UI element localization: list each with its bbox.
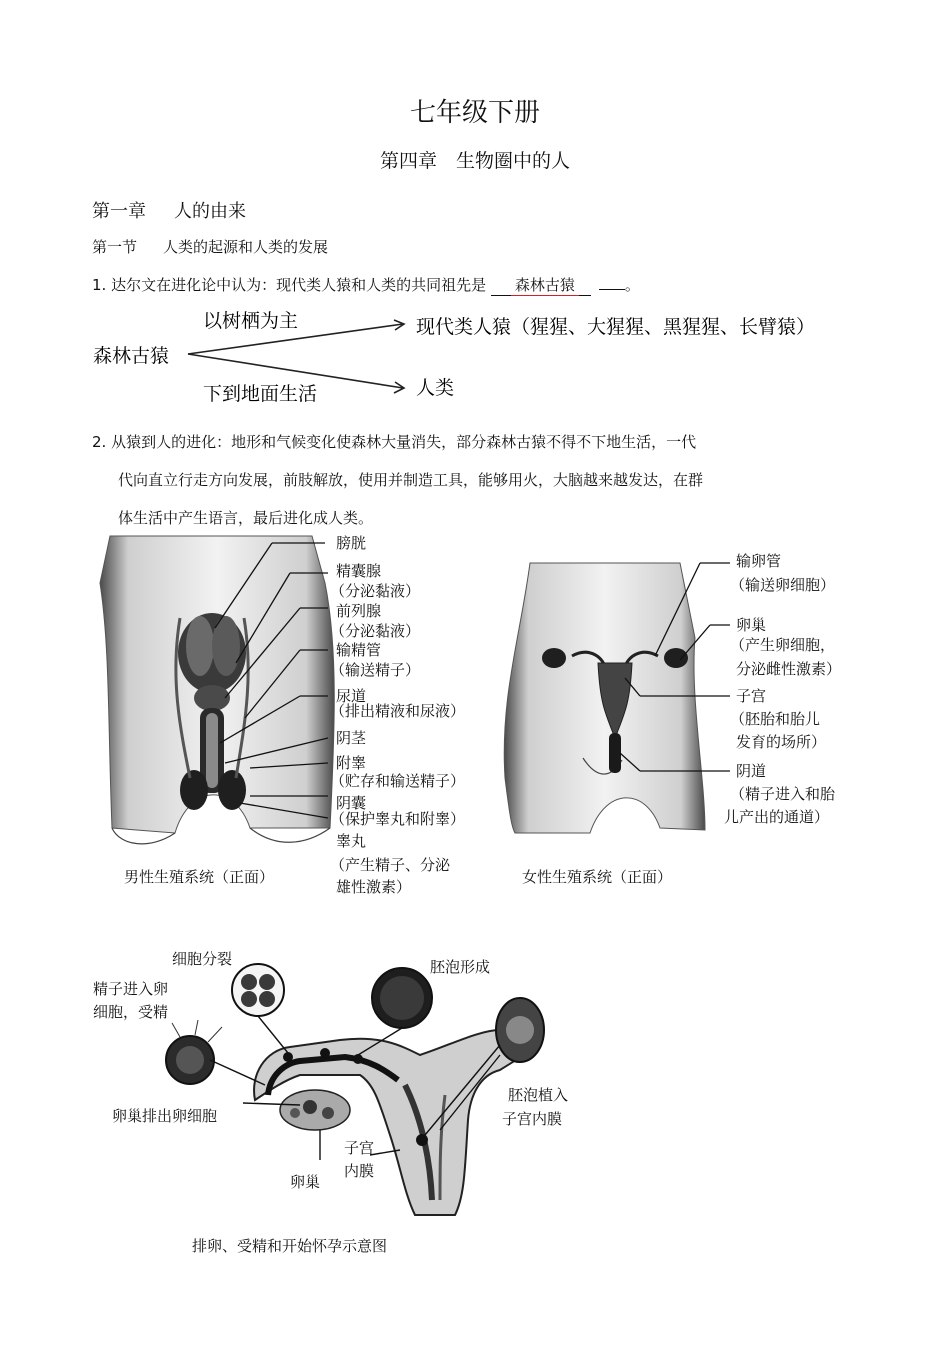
cell-division-magnified — [232, 964, 284, 1016]
tree-lower-branch-label: 下到地面生活 — [203, 383, 318, 405]
label-blastocyst: 胚泡形成 — [430, 958, 491, 976]
evolution-tree-diagram — [0, 300, 950, 415]
label-fertilization-1: 精子进入卵 — [93, 980, 169, 998]
ovulation-figure-caption: 排卵、受精和开始怀孕示意图 — [192, 1237, 388, 1255]
question-1-text: 1. 达尔文在进化论中认为：现代类人猿和人类的共同祖先是 — [92, 276, 487, 294]
label-vagina-desc-1: （精子进入和胎 — [730, 785, 836, 803]
label-testis-desc-1: （产生精子、分泌 — [330, 856, 451, 874]
label-vas-deferens: 输精管 — [336, 641, 382, 659]
answer-blank-tail — [599, 289, 625, 290]
label-prostate: 前列腺 — [336, 602, 382, 620]
male-figure-caption: 男性生殖系统（正面） — [124, 868, 275, 886]
label-cell-division: 细胞分裂 — [172, 950, 233, 968]
chapter-subtitle: 第四章 生物圈中的人 — [379, 150, 570, 172]
label-prostate-desc: （分泌黏液） — [330, 622, 421, 640]
blastocyst-magnified — [372, 968, 432, 1028]
label-fallopian-tube-desc: （输送卵细胞） — [730, 576, 836, 594]
answer-underline — [511, 295, 579, 296]
tree-root-label: 森林古猿 — [93, 345, 170, 367]
label-urethra-desc: （排出精液和尿液） — [330, 702, 466, 720]
question-1 — [92, 274, 640, 296]
label-vagina: 阴道 — [736, 762, 767, 780]
label-scrotum-desc: （保护睾丸和附睾） — [330, 810, 466, 828]
label-implantation-2: 子宫内膜 — [502, 1110, 563, 1128]
label-implantation-1: 胚泡植入 — [508, 1086, 569, 1104]
label-endometrium-2: 内膜 — [344, 1162, 375, 1180]
female-figure-caption: 女性生殖系统（正面） — [522, 868, 673, 886]
label-uterus-desc-2: 发育的场所） — [736, 733, 827, 751]
label-scrotum: 阴囊 — [336, 794, 367, 812]
label-epididymis-desc: （贮存和输送精子） — [330, 772, 466, 790]
label-bladder: 膀胱 — [336, 534, 367, 552]
label-fertilization-2: 细胞，受精 — [93, 1003, 169, 1021]
label-ovulation: 卵巢排出卵细胞 — [112, 1107, 218, 1125]
label-uterus-desc-1: （胚胎和胎儿 — [730, 710, 821, 728]
section-heading — [92, 236, 328, 257]
label-seminal-vesicle: 精囊腺 — [336, 562, 382, 580]
question-2 — [92, 423, 832, 537]
egg-cell-magnified — [166, 1020, 222, 1084]
reproductive-systems-figure — [0, 528, 950, 908]
label-vas-deferens-desc: （输送精子） — [330, 661, 421, 679]
label-vagina-desc-2: 儿产出的通道） — [724, 808, 830, 826]
label-ovary-desc-1: （产生卵细胞， — [730, 636, 836, 654]
male-anatomy-illustration — [100, 536, 334, 844]
answer-blank — [491, 274, 591, 296]
ovulation-fertilization-figure — [0, 935, 950, 1265]
tree-lower-result-label: 人类 — [416, 377, 455, 399]
label-epididymis: 附睾 — [336, 754, 367, 772]
label-uterus: 子宫 — [736, 687, 767, 705]
chapter-heading — [92, 197, 246, 223]
section-number: 第一节 — [92, 238, 138, 256]
label-ovary-small: 卵巢 — [290, 1173, 321, 1191]
label-seminal-vesicle-desc: （分泌黏液） — [330, 582, 421, 600]
implantation-magnified — [496, 998, 544, 1062]
tree-upper-result-label: 现代类人猿（猩猩、大猩猩、黑猩猩、长臂猿） — [416, 316, 816, 338]
section-name: 人类的起源和人类的发展 — [163, 238, 329, 256]
label-penis: 阴茎 — [336, 729, 367, 747]
label-ovary: 卵巢 — [736, 616, 767, 634]
question-2-line-3: 体生活中产生语言，最后进化成人类。 — [118, 509, 374, 527]
chapter-number: 第一章 — [92, 201, 146, 222]
label-testis-desc-2: 雄性激素） — [336, 878, 412, 896]
label-ovary-desc-2: 分泌雌性激素） — [736, 660, 842, 678]
tree-upper-branch-label: 以树栖为主 — [203, 310, 299, 332]
question-2-line-1: 2. 从猿到人的进化：地形和气候变化使森林大量消失，部分森林古猿不得不下地生活，一代 — [92, 433, 697, 451]
answer-text: 森林古猿 — [514, 276, 575, 294]
label-urethra: 尿道 — [336, 687, 367, 705]
female-anatomy-illustration — [504, 563, 705, 833]
label-testis: 睾丸 — [336, 832, 367, 850]
question-1-suffix: 。 — [624, 276, 640, 294]
chapter-name: 人的由来 — [174, 201, 246, 222]
label-fallopian-tube: 输卵管 — [736, 552, 782, 570]
label-endometrium-1: 子宫 — [344, 1139, 375, 1157]
question-2-line-2: 代向直立行走方向发展，前肢解放，使用并制造工具，能够用火，大脑越来越发达，在群 — [118, 471, 704, 489]
page-title: 七年级下册 — [409, 98, 540, 128]
